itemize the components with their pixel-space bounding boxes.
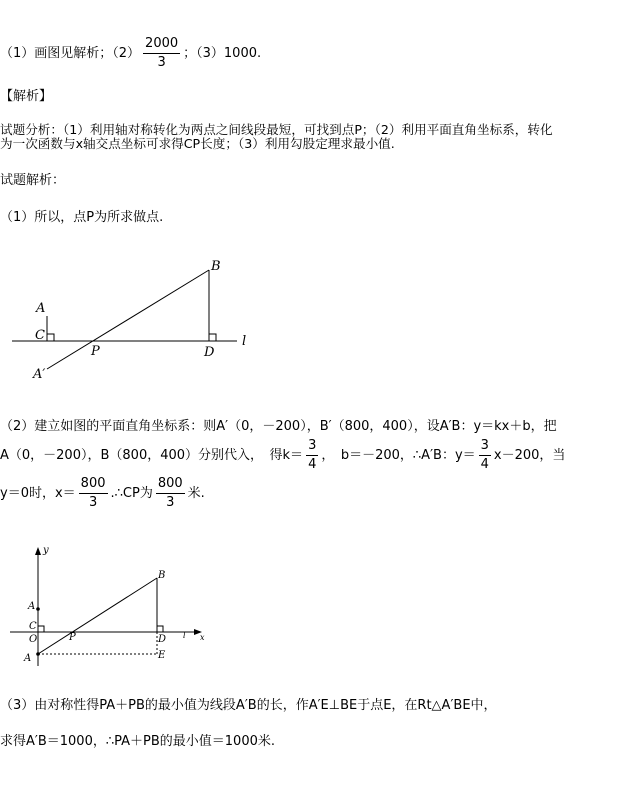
step2-line-3-part-c: 米. [187,486,205,501]
step1-text: （1）所以，点P为所求做点. [0,210,164,225]
point-A [36,607,40,611]
section-heading: 【解析】 [0,89,53,104]
label-A-prime: A′ [33,367,46,382]
label-A: A [36,301,46,316]
answer-fraction-denominator: 3 [157,55,166,70]
label-C-2: C [29,621,37,632]
slope-numerator: 3 [479,438,491,456]
answer-fraction-numerator: 2000 [143,36,180,54]
k-denominator: 4 [308,457,317,472]
step2-line-2-part-c: x－200，当 [493,448,566,463]
analysis-line-2: 为一次函数与x轴交点坐标可求得CP长度；（3）利用勾股定理求最小值. [0,136,395,151]
slope-denominator: 4 [480,457,489,472]
analysis-line-1: 试题分析：（1）利用轴对称转化为两点之间线段最短，可找到点P；（2）利用平面直角坐标系，转化 [0,122,553,137]
y-axis-arrow [35,547,41,555]
step2-line-3-part-b: .∴CP为 [110,486,153,501]
answer-part3: ；（3）1000. [183,46,262,61]
label-y-axis: y [43,545,49,556]
label-P: P [91,344,100,359]
step3-line-2: 求得A′B＝1000，∴PA＋PB的最小值＝1000米. [0,734,275,749]
answer-part1: （1）画图见解析；（2） [0,46,141,61]
step2-line-3-part-a: y＝0时，x＝ [0,486,76,501]
label-B-2: B [158,570,166,581]
label-A-2: A [28,601,36,612]
step2-line-2-part-a: A（0，－200），B（800，400）分别代入， 得k＝ [0,448,304,463]
solution-title: 试题解析： [0,173,66,188]
step2-line-1: （2）建立如图的平面直角坐标系：则A′（0，－200），B′（800，400），设A′B：y＝kx＋b，把 [0,419,557,434]
cp-numerator: 800 [156,476,185,494]
right-angle-mark-C2 [38,626,44,632]
label-D-2: D [158,634,167,645]
segment-A-prime-B-2 [38,578,157,654]
label-E: E [158,650,166,661]
x-denominator: 3 [88,495,98,510]
step3-line-1: （3）由对称性得PA＋PB的最小值为线段A′B的长，作A′E⊥BE于点E，在Rt△A′BE中， [0,698,497,713]
label-C: C [35,328,45,343]
label-P-2: P [69,632,76,643]
cp-denominator: 3 [166,495,175,510]
label-O: O [29,634,38,645]
label-B: B [211,259,221,274]
point-A-prime [36,652,40,656]
label-x-axis: x [200,633,205,642]
label-D: D [204,345,215,360]
right-angle-mark-D2 [157,626,163,632]
label-l: l [242,334,247,349]
x-numerator: 800 [79,476,108,494]
label-l-2: l [183,631,186,640]
label-A-prime-2: A [24,653,32,664]
step2-line-2-part-b: ， b＝－200，∴A′B：y＝ [321,448,476,463]
k-numerator: 3 [306,438,318,456]
